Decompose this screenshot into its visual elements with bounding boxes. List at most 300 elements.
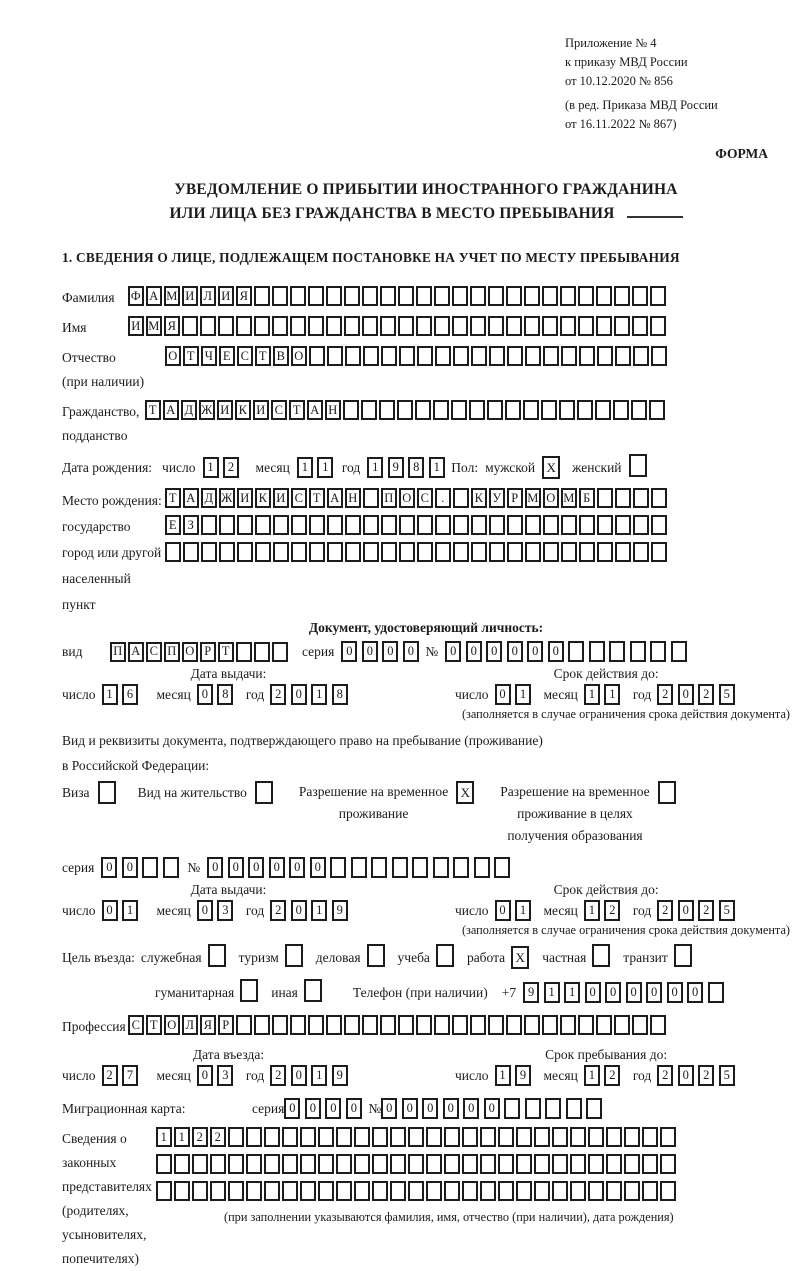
- empty-cell[interactable]: [642, 1127, 658, 1147]
- char-cell[interactable]: 1: [515, 684, 531, 705]
- empty-cell[interactable]: [568, 641, 584, 662]
- char-cell[interactable]: 1: [102, 684, 118, 705]
- empty-cell[interactable]: [560, 286, 576, 306]
- empty-cell[interactable]: [272, 316, 288, 336]
- char-cell[interactable]: 2: [102, 1065, 118, 1086]
- empty-cell[interactable]: [264, 1181, 280, 1201]
- empty-cell[interactable]: [541, 400, 557, 420]
- char-cell[interactable]: И: [218, 286, 234, 306]
- char-cell[interactable]: Б: [579, 488, 595, 508]
- empty-cell[interactable]: [363, 346, 379, 366]
- empty-cell[interactable]: [489, 515, 505, 535]
- char-cell[interactable]: 0: [197, 684, 213, 705]
- char-cell[interactable]: Д: [201, 488, 217, 508]
- empty-cell[interactable]: [597, 515, 613, 535]
- empty-cell[interactable]: [379, 400, 395, 420]
- empty-cell[interactable]: [505, 400, 521, 420]
- empty-cell[interactable]: [398, 316, 414, 336]
- char-cell[interactable]: 0: [101, 857, 117, 878]
- empty-cell[interactable]: [344, 286, 360, 306]
- char-cell[interactable]: 2: [657, 684, 673, 705]
- char-cell[interactable]: П: [381, 488, 397, 508]
- empty-cell[interactable]: [462, 1127, 478, 1147]
- empty-cell[interactable]: [236, 1015, 252, 1035]
- char-cell[interactable]: О: [165, 346, 181, 366]
- char-cell[interactable]: 0: [402, 1098, 418, 1119]
- empty-cell[interactable]: [632, 316, 648, 336]
- empty-cell[interactable]: [534, 1154, 550, 1174]
- empty-cell[interactable]: [182, 316, 198, 336]
- empty-cell[interactable]: [156, 1154, 172, 1174]
- empty-cell[interactable]: [570, 1154, 586, 1174]
- char-cell[interactable]: Ч: [201, 346, 217, 366]
- char-cell[interactable]: У: [489, 488, 505, 508]
- empty-cell[interactable]: [453, 515, 469, 535]
- char-cell[interactable]: О: [399, 488, 415, 508]
- empty-cell[interactable]: [453, 346, 469, 366]
- transit-checkbox[interactable]: [674, 944, 692, 967]
- empty-cell[interactable]: [462, 1181, 478, 1201]
- empty-cell[interactable]: [273, 515, 289, 535]
- char-cell[interactable]: 9: [523, 982, 539, 1003]
- empty-cell[interactable]: [300, 1181, 316, 1201]
- empty-cell[interactable]: [380, 1015, 396, 1035]
- empty-cell[interactable]: [398, 1015, 414, 1035]
- char-cell[interactable]: З: [183, 515, 199, 535]
- char-cell[interactable]: 5: [719, 684, 735, 705]
- empty-cell[interactable]: [381, 515, 397, 535]
- char-cell[interactable]: 9: [388, 457, 404, 478]
- empty-cell[interactable]: [408, 1154, 424, 1174]
- empty-cell[interactable]: [542, 1015, 558, 1035]
- empty-cell[interactable]: [507, 542, 523, 562]
- empty-cell[interactable]: [651, 515, 667, 535]
- char-cell[interactable]: А: [327, 488, 343, 508]
- empty-cell[interactable]: [426, 1181, 442, 1201]
- empty-cell[interactable]: [516, 1127, 532, 1147]
- empty-cell[interactable]: [300, 1154, 316, 1174]
- char-cell[interactable]: 2: [604, 1065, 620, 1086]
- char-cell[interactable]: 0: [507, 641, 523, 662]
- char-cell[interactable]: 0: [486, 641, 502, 662]
- char-cell[interactable]: 0: [207, 857, 223, 878]
- empty-cell[interactable]: [545, 1098, 561, 1119]
- char-cell[interactable]: В: [273, 346, 289, 366]
- char-cell[interactable]: А: [183, 488, 199, 508]
- char-cell[interactable]: 0: [269, 857, 285, 878]
- empty-cell[interactable]: [524, 286, 540, 306]
- empty-cell[interactable]: [651, 542, 667, 562]
- empty-cell[interactable]: [615, 542, 631, 562]
- char-cell[interactable]: 1: [311, 684, 327, 705]
- empty-cell[interactable]: [606, 1154, 622, 1174]
- char-cell[interactable]: 1: [564, 982, 580, 1003]
- empty-cell[interactable]: [462, 1154, 478, 1174]
- char-cell[interactable]: 0: [122, 857, 138, 878]
- empty-cell[interactable]: [434, 286, 450, 306]
- empty-cell[interactable]: [494, 857, 510, 878]
- empty-cell[interactable]: [308, 1015, 324, 1035]
- char-cell[interactable]: 9: [332, 1065, 348, 1086]
- empty-cell[interactable]: [354, 1181, 370, 1201]
- empty-cell[interactable]: [434, 1015, 450, 1035]
- empty-cell[interactable]: [210, 1154, 226, 1174]
- empty-cell[interactable]: [381, 346, 397, 366]
- private-checkbox[interactable]: [592, 944, 610, 967]
- empty-cell[interactable]: [660, 1127, 676, 1147]
- empty-cell[interactable]: [362, 1015, 378, 1035]
- empty-cell[interactable]: [552, 1181, 568, 1201]
- char-cell[interactable]: 0: [687, 982, 703, 1003]
- char-cell[interactable]: 0: [310, 857, 326, 878]
- empty-cell[interactable]: [416, 316, 432, 336]
- empty-cell[interactable]: [578, 1015, 594, 1035]
- empty-cell[interactable]: [633, 346, 649, 366]
- char-cell[interactable]: 0: [527, 641, 543, 662]
- empty-cell[interactable]: [200, 316, 216, 336]
- empty-cell[interactable]: [452, 286, 468, 306]
- char-cell[interactable]: 0: [291, 1065, 307, 1086]
- empty-cell[interactable]: [566, 1098, 582, 1119]
- char-cell[interactable]: Т: [289, 400, 305, 420]
- char-cell[interactable]: 1: [156, 1127, 172, 1147]
- char-cell[interactable]: Я: [200, 1015, 216, 1035]
- empty-cell[interactable]: [408, 1181, 424, 1201]
- char-cell[interactable]: Ж: [219, 488, 235, 508]
- empty-cell[interactable]: [534, 1181, 550, 1201]
- char-cell[interactable]: Л: [182, 1015, 198, 1035]
- char-cell[interactable]: 0: [585, 982, 601, 1003]
- char-cell[interactable]: 0: [495, 684, 511, 705]
- empty-cell[interactable]: [327, 515, 343, 535]
- empty-cell[interactable]: [498, 1181, 514, 1201]
- char-cell[interactable]: 1: [367, 457, 383, 478]
- empty-cell[interactable]: [372, 1181, 388, 1201]
- empty-cell[interactable]: [290, 316, 306, 336]
- char-cell[interactable]: 8: [332, 684, 348, 705]
- empty-cell[interactable]: [444, 1127, 460, 1147]
- char-cell[interactable]: 0: [646, 982, 662, 1003]
- empty-cell[interactable]: [489, 542, 505, 562]
- char-cell[interactable]: 2: [223, 457, 239, 478]
- char-cell[interactable]: И: [182, 286, 198, 306]
- char-cell[interactable]: С: [291, 488, 307, 508]
- char-cell[interactable]: 1: [584, 684, 600, 705]
- empty-cell[interactable]: [397, 400, 413, 420]
- char-cell[interactable]: И: [237, 488, 253, 508]
- empty-cell[interactable]: [381, 542, 397, 562]
- char-cell[interactable]: М: [146, 316, 162, 336]
- empty-cell[interactable]: [651, 488, 667, 508]
- char-cell[interactable]: С: [128, 1015, 144, 1035]
- empty-cell[interactable]: [579, 346, 595, 366]
- char-cell[interactable]: 1: [584, 1065, 600, 1086]
- char-cell[interactable]: 1: [429, 457, 445, 478]
- empty-cell[interactable]: [345, 542, 361, 562]
- empty-cell[interactable]: [633, 542, 649, 562]
- empty-cell[interactable]: [192, 1154, 208, 1174]
- char-cell[interactable]: 0: [305, 1098, 321, 1119]
- empty-cell[interactable]: [236, 642, 252, 662]
- char-cell[interactable]: Л: [200, 286, 216, 306]
- empty-cell[interactable]: [470, 316, 486, 336]
- empty-cell[interactable]: [543, 515, 559, 535]
- char-cell[interactable]: 2: [270, 900, 286, 921]
- empty-cell[interactable]: [577, 400, 593, 420]
- char-cell[interactable]: Д: [181, 400, 197, 420]
- char-cell[interactable]: 0: [443, 1098, 459, 1119]
- empty-cell[interactable]: [362, 286, 378, 306]
- empty-cell[interactable]: [516, 1154, 532, 1174]
- empty-cell[interactable]: [326, 286, 342, 306]
- empty-cell[interactable]: [291, 542, 307, 562]
- empty-cell[interactable]: [390, 1127, 406, 1147]
- empty-cell[interactable]: [452, 316, 468, 336]
- empty-cell[interactable]: [570, 1181, 586, 1201]
- char-cell[interactable]: Я: [164, 316, 180, 336]
- empty-cell[interactable]: [308, 316, 324, 336]
- empty-cell[interactable]: [255, 542, 271, 562]
- empty-cell[interactable]: [597, 488, 613, 508]
- char-cell[interactable]: К: [471, 488, 487, 508]
- empty-cell[interactable]: [219, 515, 235, 535]
- empty-cell[interactable]: [300, 1127, 316, 1147]
- char-cell[interactable]: 7: [122, 1065, 138, 1086]
- empty-cell[interactable]: [480, 1181, 496, 1201]
- empty-cell[interactable]: [343, 400, 359, 420]
- char-cell[interactable]: 0: [422, 1098, 438, 1119]
- empty-cell[interactable]: [444, 1181, 460, 1201]
- empty-cell[interactable]: [218, 316, 234, 336]
- char-cell[interactable]: .: [435, 488, 451, 508]
- empty-cell[interactable]: [525, 515, 541, 535]
- empty-cell[interactable]: [498, 1154, 514, 1174]
- female-checkbox[interactable]: [629, 454, 647, 477]
- empty-cell[interactable]: [471, 515, 487, 535]
- char-cell[interactable]: 0: [362, 641, 378, 662]
- empty-cell[interactable]: [624, 1127, 640, 1147]
- tourism-checkbox[interactable]: [285, 944, 303, 967]
- empty-cell[interactable]: [615, 488, 631, 508]
- empty-cell[interactable]: [650, 316, 666, 336]
- empty-cell[interactable]: [543, 542, 559, 562]
- empty-cell[interactable]: [363, 488, 379, 508]
- empty-cell[interactable]: [488, 286, 504, 306]
- char-cell[interactable]: 0: [466, 641, 482, 662]
- empty-cell[interactable]: [219, 542, 235, 562]
- empty-cell[interactable]: [615, 346, 631, 366]
- empty-cell[interactable]: [392, 857, 408, 878]
- empty-cell[interactable]: [345, 515, 361, 535]
- empty-cell[interactable]: [524, 1015, 540, 1035]
- business-checkbox[interactable]: [367, 944, 385, 967]
- char-cell[interactable]: Т: [165, 488, 181, 508]
- empty-cell[interactable]: [362, 316, 378, 336]
- other-checkbox[interactable]: [304, 979, 322, 1002]
- empty-cell[interactable]: [632, 286, 648, 306]
- empty-cell[interactable]: [380, 286, 396, 306]
- empty-cell[interactable]: [597, 542, 613, 562]
- education-residence-checkbox[interactable]: [658, 781, 676, 804]
- empty-cell[interactable]: [192, 1181, 208, 1201]
- char-cell[interactable]: 0: [626, 982, 642, 1003]
- empty-cell[interactable]: [309, 346, 325, 366]
- char-cell[interactable]: 8: [217, 684, 233, 705]
- empty-cell[interactable]: [651, 346, 667, 366]
- char-cell[interactable]: П: [110, 642, 126, 662]
- char-cell[interactable]: 9: [332, 900, 348, 921]
- char-cell[interactable]: Т: [309, 488, 325, 508]
- char-cell[interactable]: 1: [174, 1127, 190, 1147]
- char-cell[interactable]: 0: [291, 900, 307, 921]
- official-checkbox[interactable]: [208, 944, 226, 967]
- residence-permit-checkbox[interactable]: [255, 781, 273, 804]
- char-cell[interactable]: 2: [698, 1065, 714, 1086]
- empty-cell[interactable]: [336, 1181, 352, 1201]
- char-cell[interactable]: Т: [255, 346, 271, 366]
- char-cell[interactable]: 0: [667, 982, 683, 1003]
- char-cell[interactable]: М: [164, 286, 180, 306]
- study-checkbox[interactable]: [436, 944, 454, 967]
- empty-cell[interactable]: [504, 1098, 520, 1119]
- empty-cell[interactable]: [596, 286, 612, 306]
- char-cell[interactable]: 0: [678, 900, 694, 921]
- empty-cell[interactable]: [588, 1181, 604, 1201]
- char-cell[interactable]: 9: [515, 1065, 531, 1086]
- empty-cell[interactable]: [650, 286, 666, 306]
- empty-cell[interactable]: [632, 1015, 648, 1035]
- empty-cell[interactable]: [417, 542, 433, 562]
- empty-cell[interactable]: [372, 1154, 388, 1174]
- empty-cell[interactable]: [201, 515, 217, 535]
- empty-cell[interactable]: [453, 488, 469, 508]
- empty-cell[interactable]: [524, 316, 540, 336]
- empty-cell[interactable]: [290, 1015, 306, 1035]
- empty-cell[interactable]: [156, 1181, 172, 1201]
- char-cell[interactable]: Р: [200, 642, 216, 662]
- empty-cell[interactable]: [309, 542, 325, 562]
- empty-cell[interactable]: [552, 1127, 568, 1147]
- empty-cell[interactable]: [613, 400, 629, 420]
- char-cell[interactable]: Т: [183, 346, 199, 366]
- empty-cell[interactable]: [327, 542, 343, 562]
- empty-cell[interactable]: [624, 1154, 640, 1174]
- empty-cell[interactable]: [415, 400, 431, 420]
- empty-cell[interactable]: [630, 641, 646, 662]
- temp-residence-checkbox[interactable]: X: [456, 781, 474, 804]
- char-cell[interactable]: 2: [192, 1127, 208, 1147]
- char-cell[interactable]: 1: [203, 457, 219, 478]
- empty-cell[interactable]: [506, 286, 522, 306]
- char-cell[interactable]: 0: [325, 1098, 341, 1119]
- empty-cell[interactable]: [326, 316, 342, 336]
- empty-cell[interactable]: [433, 400, 449, 420]
- empty-cell[interactable]: [649, 400, 665, 420]
- empty-cell[interactable]: [506, 1015, 522, 1035]
- char-cell[interactable]: С: [237, 346, 253, 366]
- empty-cell[interactable]: [291, 515, 307, 535]
- empty-cell[interactable]: [327, 346, 343, 366]
- char-cell[interactable]: 5: [719, 900, 735, 921]
- empty-cell[interactable]: [344, 1015, 360, 1035]
- empty-cell[interactable]: [426, 1154, 442, 1174]
- char-cell[interactable]: И: [128, 316, 144, 336]
- empty-cell[interactable]: [142, 857, 158, 878]
- char-cell[interactable]: Т: [218, 642, 234, 662]
- empty-cell[interactable]: [433, 857, 449, 878]
- empty-cell[interactable]: [282, 1127, 298, 1147]
- char-cell[interactable]: С: [271, 400, 287, 420]
- empty-cell[interactable]: [534, 1127, 550, 1147]
- empty-cell[interactable]: [336, 1154, 352, 1174]
- empty-cell[interactable]: [578, 286, 594, 306]
- char-cell[interactable]: Н: [345, 488, 361, 508]
- char-cell[interactable]: 0: [102, 900, 118, 921]
- char-cell[interactable]: 0: [197, 900, 213, 921]
- empty-cell[interactable]: [412, 857, 428, 878]
- empty-cell[interactable]: [416, 1015, 432, 1035]
- empty-cell[interactable]: [434, 316, 450, 336]
- char-cell[interactable]: И: [273, 488, 289, 508]
- char-cell[interactable]: 1: [544, 982, 560, 1003]
- empty-cell[interactable]: [345, 346, 361, 366]
- empty-cell[interactable]: [642, 1154, 658, 1174]
- empty-cell[interactable]: [326, 1015, 342, 1035]
- char-cell[interactable]: 3: [217, 900, 233, 921]
- char-cell[interactable]: Т: [146, 1015, 162, 1035]
- empty-cell[interactable]: [543, 346, 559, 366]
- char-cell[interactable]: 1: [515, 900, 531, 921]
- char-cell[interactable]: Я: [236, 286, 252, 306]
- empty-cell[interactable]: [246, 1154, 262, 1174]
- empty-cell[interactable]: [624, 1181, 640, 1201]
- empty-cell[interactable]: [542, 316, 558, 336]
- empty-cell[interactable]: [660, 1181, 676, 1201]
- empty-cell[interactable]: [416, 286, 432, 306]
- empty-cell[interactable]: [578, 316, 594, 336]
- empty-cell[interactable]: [444, 1154, 460, 1174]
- empty-cell[interactable]: [330, 857, 346, 878]
- empty-cell[interactable]: [408, 1127, 424, 1147]
- char-cell[interactable]: Н: [325, 400, 341, 420]
- empty-cell[interactable]: [363, 542, 379, 562]
- empty-cell[interactable]: [246, 1181, 262, 1201]
- char-cell[interactable]: А: [163, 400, 179, 420]
- empty-cell[interactable]: [525, 1098, 541, 1119]
- char-cell[interactable]: 2: [270, 1065, 286, 1086]
- empty-cell[interactable]: [570, 1127, 586, 1147]
- empty-cell[interactable]: [488, 316, 504, 336]
- char-cell[interactable]: 0: [445, 641, 461, 662]
- empty-cell[interactable]: [474, 857, 490, 878]
- char-cell[interactable]: 0: [678, 684, 694, 705]
- empty-cell[interactable]: [318, 1181, 334, 1201]
- empty-cell[interactable]: [282, 1154, 298, 1174]
- empty-cell[interactable]: [398, 286, 414, 306]
- char-cell[interactable]: 0: [605, 982, 621, 1003]
- empty-cell[interactable]: [451, 400, 467, 420]
- empty-cell[interactable]: [596, 316, 612, 336]
- empty-cell[interactable]: [633, 488, 649, 508]
- empty-cell[interactable]: [363, 515, 379, 535]
- empty-cell[interactable]: [264, 1154, 280, 1174]
- char-cell[interactable]: 2: [657, 900, 673, 921]
- char-cell[interactable]: Р: [507, 488, 523, 508]
- empty-cell[interactable]: [163, 857, 179, 878]
- char-cell[interactable]: И: [217, 400, 233, 420]
- char-cell[interactable]: 6: [122, 684, 138, 705]
- empty-cell[interactable]: [254, 286, 270, 306]
